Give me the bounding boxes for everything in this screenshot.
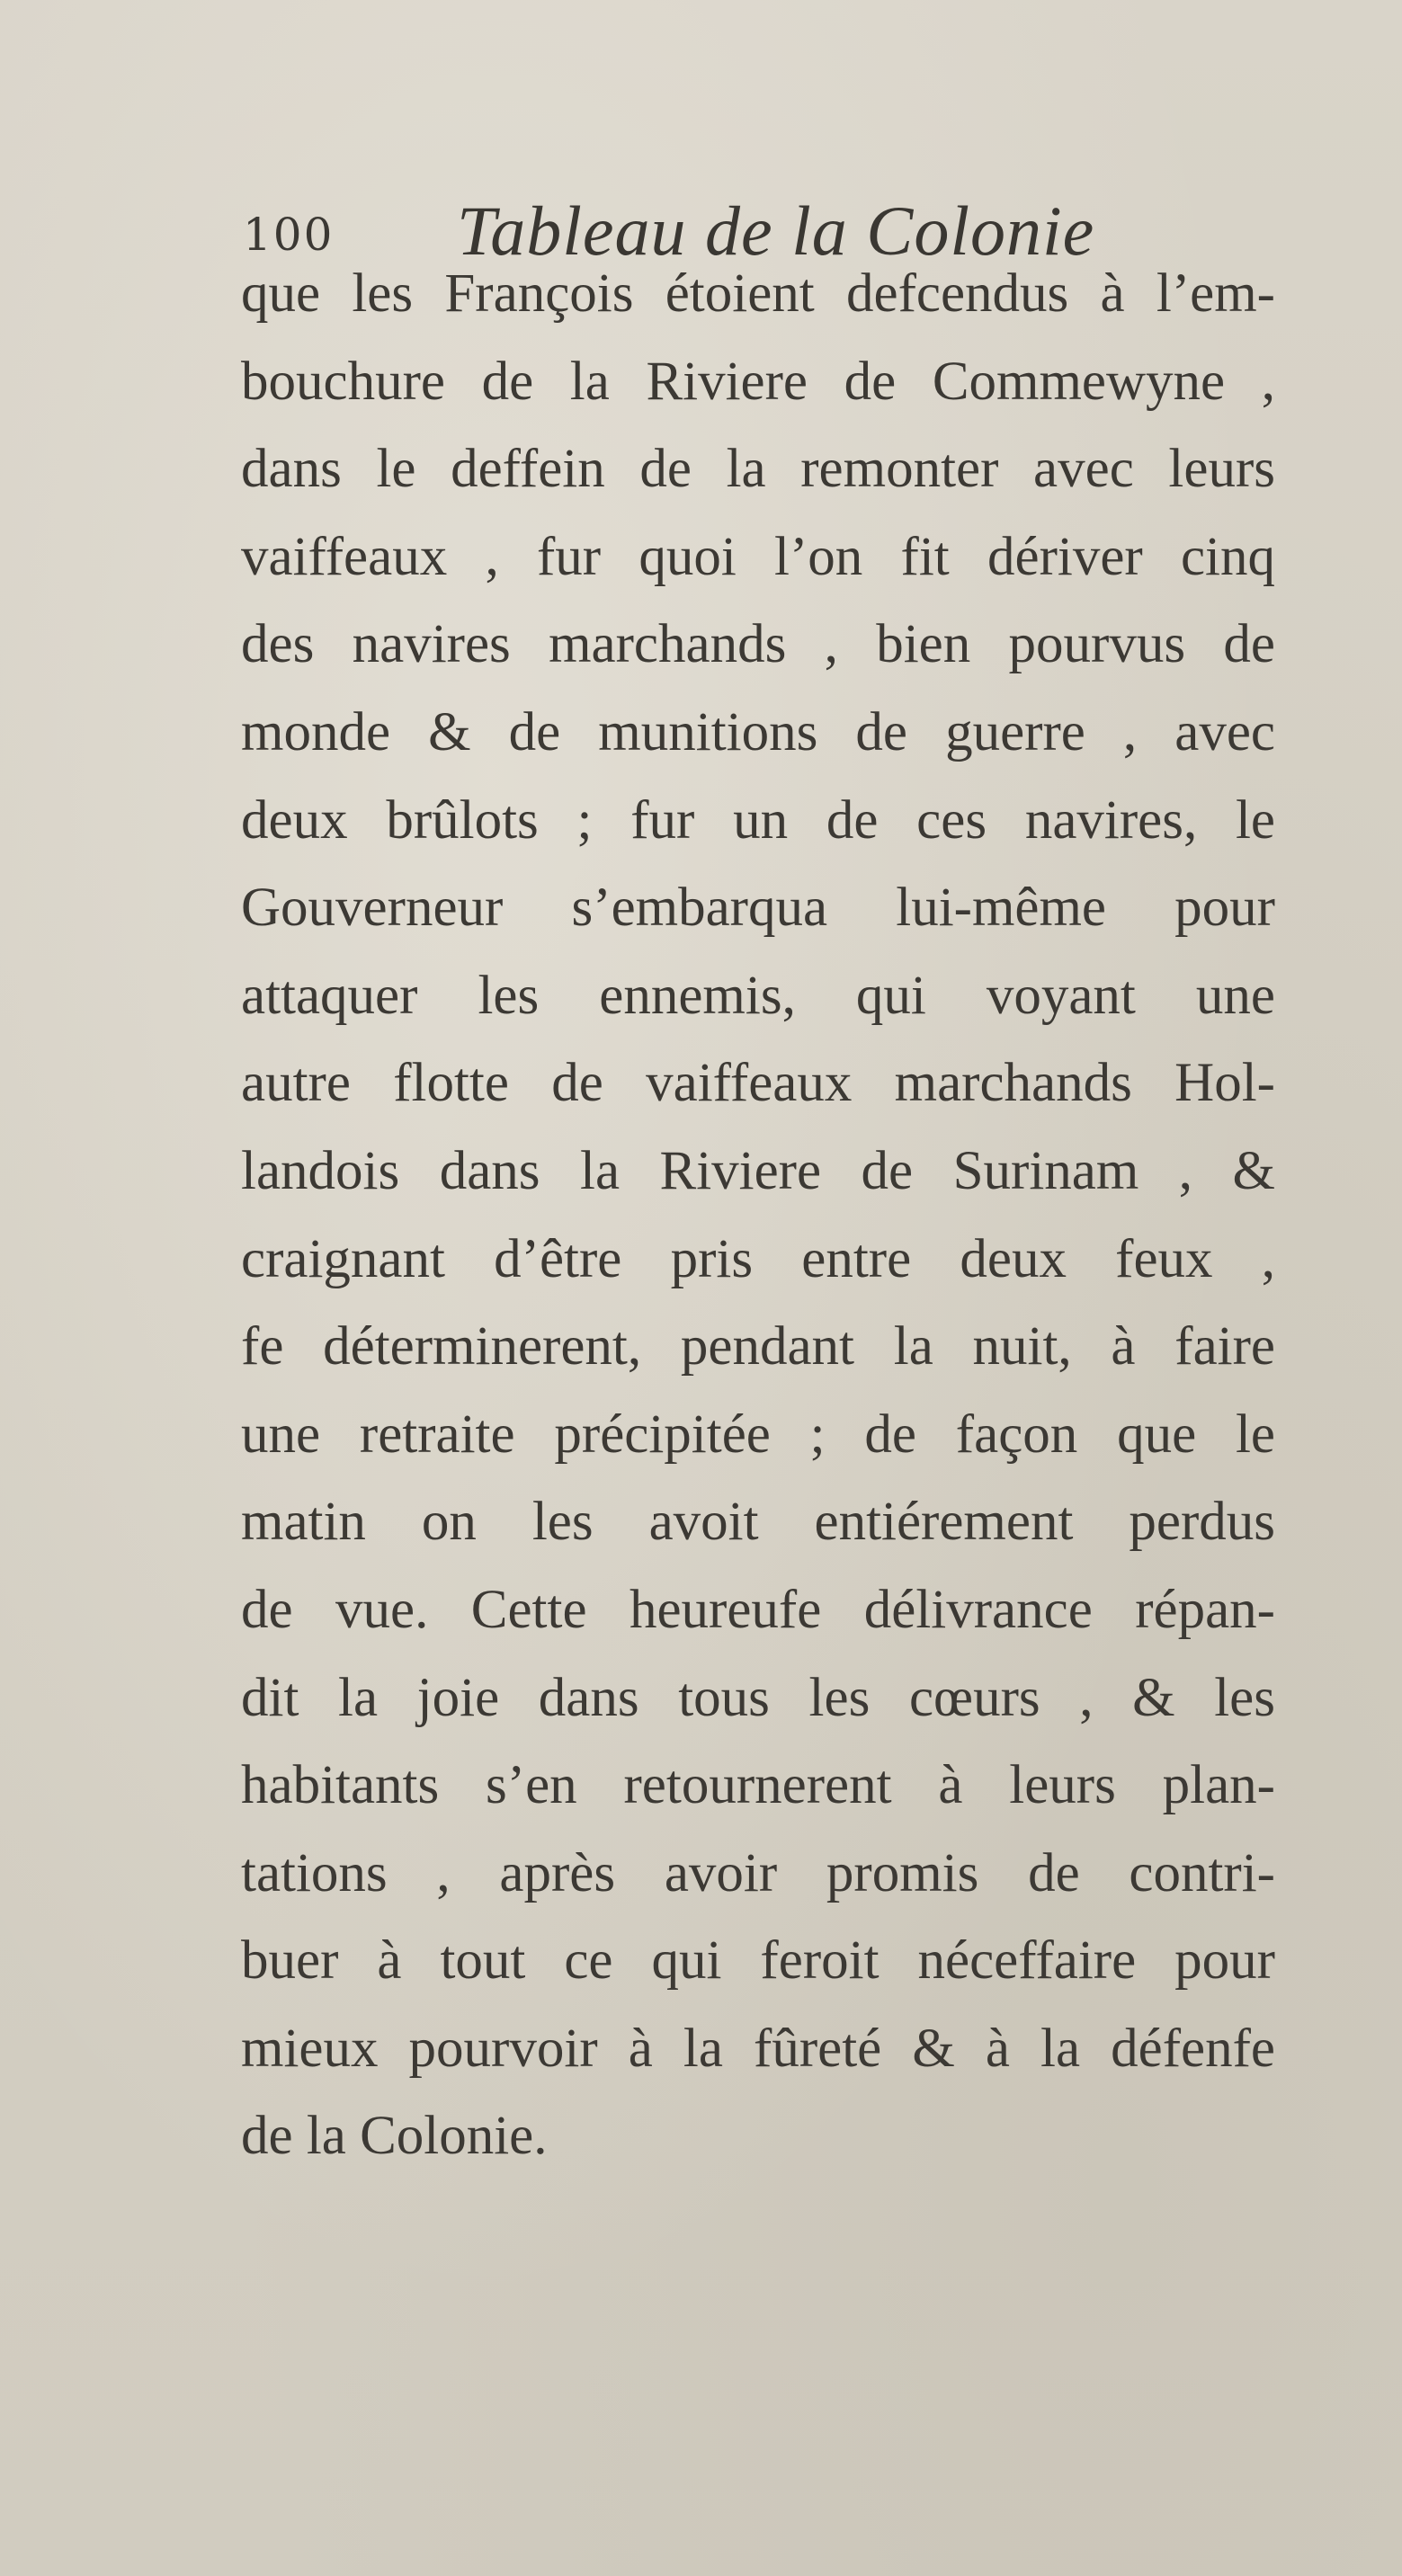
text-line: tations , après avoir promis de contri- [241,1842,1275,1903]
text-line: de la Colonie. [241,2106,548,2167]
text-line: Gouverneur s’embarqua lui-même pour [241,878,1275,939]
text-line: de vue. Cette heureufe délivrance répan- [241,1579,1275,1640]
text-line: autre flotte de vaiffeaux marchands Hol- [241,1053,1275,1114]
text-line: mieux pourvoir à la fûreté & à la défenfe [241,2018,1275,2079]
text-line: landois dans la Riviere de Surinam , & [241,1140,1275,1201]
text-line: craignant d’être pris entre deux feux , [241,1228,1275,1289]
text-line: des navires marchands , bien pourvus de [241,614,1275,675]
text-line: buer à tout ce qui feroit néceffaire pour [241,1930,1275,1992]
text-line: une retraite précipitée ; de façon que le [241,1404,1275,1465]
text-line: dans le deffein de la remonter avec leurs [241,439,1275,500]
text-line: dit la joie dans tous les cœurs , & les [241,1667,1275,1728]
text-line: bouchure de la Riviere de Commewyne , [241,351,1275,412]
body-text [241,250,1275,2180]
text-line: habitants s’en retournerent à leurs plan- [241,1755,1275,1816]
running-title: Tableau de la Colonie [457,192,1095,270]
text-line: que les François étoient defcendus à l’em- [241,263,1275,324]
text-line: monde & de munitions de guerre , avec [241,701,1275,762]
text-line: vaiffeaux , fur quoi l’on fit dériver cinq [241,526,1275,587]
page-number: 100 [243,209,335,261]
text-line: deux brûlots ; fur un de ces navires, le [241,789,1275,851]
text-line: fe déterminerent, pendant la nuit, à faire [241,1316,1275,1377]
text-line: matin on les avoit entiérement perdus [241,1492,1275,1553]
text-line: attaquer les ennemis, qui voyant une [241,965,1275,1026]
